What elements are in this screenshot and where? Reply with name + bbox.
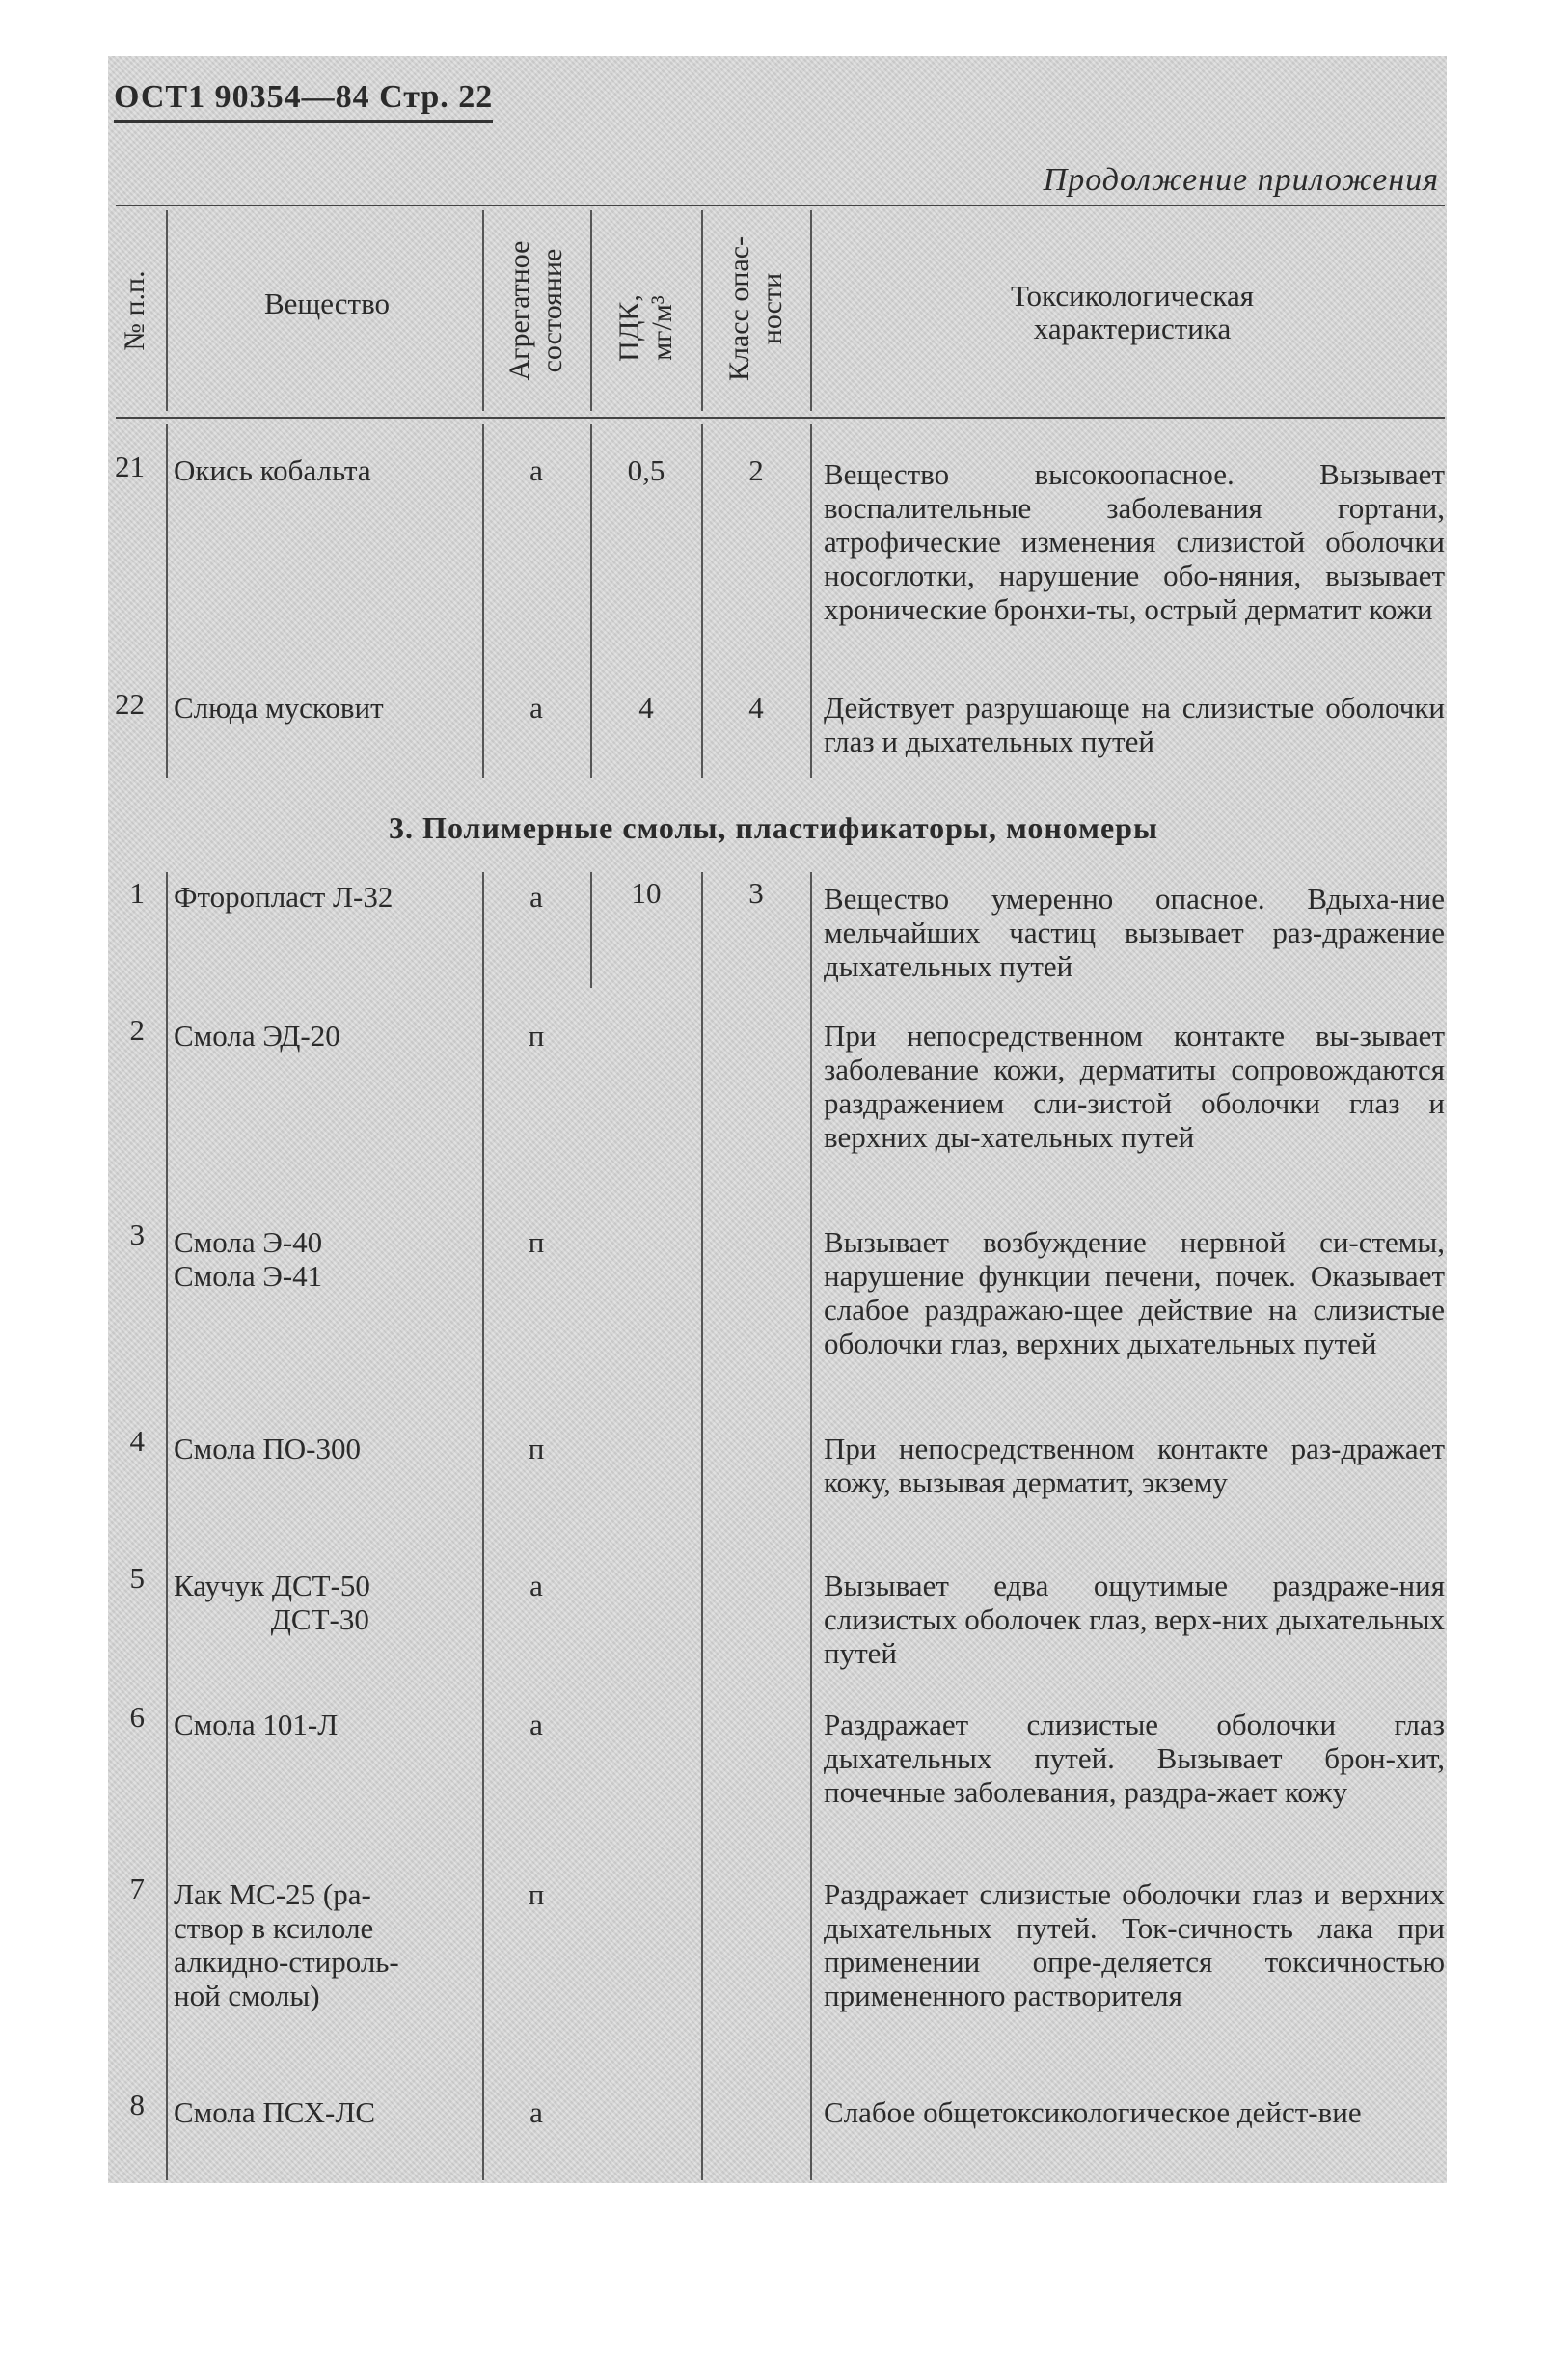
body-divider-1b [166,872,168,2180]
section-title: 3. Полимерные смолы, пластификаторы, мономеры [389,810,1158,845]
col-divider-4 [701,210,703,411]
col-header-substance: Вещество [263,287,391,320]
row-state: а [529,1569,543,1602]
body-divider-5a [810,424,812,778]
row-description: Слабое общетоксикологическое дейст-вие [824,2095,1362,2129]
row-substance: Окись кобальта [174,453,371,487]
row-hazard: 4 [748,691,764,725]
col-header-tox: Токсикологическая характеристика [1010,279,1255,345]
body-divider-2b [482,872,484,2180]
row-number: 1 [129,876,145,910]
row-hazard: 2 [748,453,764,487]
col-divider-5 [810,210,812,411]
row-description: Вещество высокоопасное. Вызывает воспалительные заболевания гортани, атрофические изменения слизистой оболочки носоглотки, нарушение обо-няния, вызывает хронические бронхи-ты, острый дерматит кожи [824,457,1445,626]
row-mac: 0,5 [627,453,665,487]
row-substance: Каучук ДСТ-50 ДСТ-30 [174,1569,370,1636]
row-number: 22 [115,687,145,721]
row-state: а [529,1708,543,1741]
col-header-number: № п.п. [119,270,150,351]
row-description: Раздражает слизистые оболочки глаз дыхательных путей. Вызывает брон-хит, почечные заболевания, раздра-жает кожу [824,1708,1445,1809]
row-hazard: 3 [748,876,764,910]
row-state: п [528,1225,545,1259]
body-divider-5b [810,872,812,2180]
row-number: 8 [129,2088,145,2121]
row-number: 5 [129,1561,145,1595]
col-header-hazard: Класс опас- ности [723,235,788,382]
row-number: 4 [129,1424,145,1458]
row-description: Действует разрушающе на слизистые оболочки глаз и дыхательных путей [824,691,1445,758]
row-state: а [529,691,543,725]
row-mac: 10 [631,876,662,910]
row-description: Вызывает едва ощутимые раздраже-ния слизистых оболочек глаз, верх-них дыхательных путей [824,1569,1445,1670]
row-mac: 4 [638,691,654,725]
row-number: 3 [129,1217,145,1251]
col-divider-1 [166,210,168,411]
col-divider-3 [590,210,592,411]
row-state: а [529,453,543,487]
row-substance: Слюда мусковит [174,691,384,725]
row-substance: Лак МС-25 (ра- створ в ксилоле алкидно-стироль- ной смолы) [174,1877,399,2012]
row-substance: Смола ПСХ-ЛС [174,2095,376,2129]
row-number: 6 [129,1700,145,1734]
row-state: п [528,1877,545,1911]
row-substance: Смола ПО-300 [174,1432,361,1465]
row-number: 21 [115,450,145,483]
body-divider-1a [166,424,168,778]
col-header-state: Агрегатное состояние [503,240,568,381]
row-description: При непосредственном контакте вы-зывает заболевание кожи, дерматиты сопровождаются раздражением сли-зистой оболочки глаз и верхних ды-хательных путей [824,1019,1445,1154]
row-description: Вещество умеренно опасное. Вдыха-ние мельчайших частиц вызывает раз-дражение дыхательных путей [824,882,1445,983]
table-top-rule [116,205,1445,206]
row-description: Раздражает слизистые оболочки глаз и верхних дыхательных путей. Ток-сичность лака при применении опре-деляется токсичностью примененного растворителя [824,1877,1445,2012]
body-divider-4b [701,872,703,2180]
row-substance: Смола ЭД-20 [174,1019,340,1053]
row-number: 7 [129,1872,145,1905]
header-bottom-rule [116,417,1445,419]
col-header-mac: ПДК, мг/м³ [613,294,678,362]
continuation-label: Продолжение приложения [1043,162,1439,198]
row-description: При непосредственном контакте раз-дражает кожу, вызывая дерматит, экзему [824,1432,1445,1499]
document-code: ОСТ1 90354—84 Стр. 22 [114,79,493,123]
row-substance: Фторопласт Л-32 [174,880,394,914]
row-state: п [528,1432,545,1465]
col-divider-2 [482,210,484,411]
row-state: а [529,880,543,914]
row-substance: Смола 101-Л [174,1708,339,1741]
row-number: 2 [129,1013,145,1047]
row-state: п [528,1019,545,1053]
row-state: а [529,2095,543,2129]
row-substance: Смола Э-40 Смола Э-41 [174,1225,323,1293]
row-description: Вызывает возбуждение нервной си-стемы, нарушение функции печени, почек. Оказывает слабое раздражаю-щее действие на слизистые оболочки глаз, верхних дыхательных путей [824,1225,1445,1360]
